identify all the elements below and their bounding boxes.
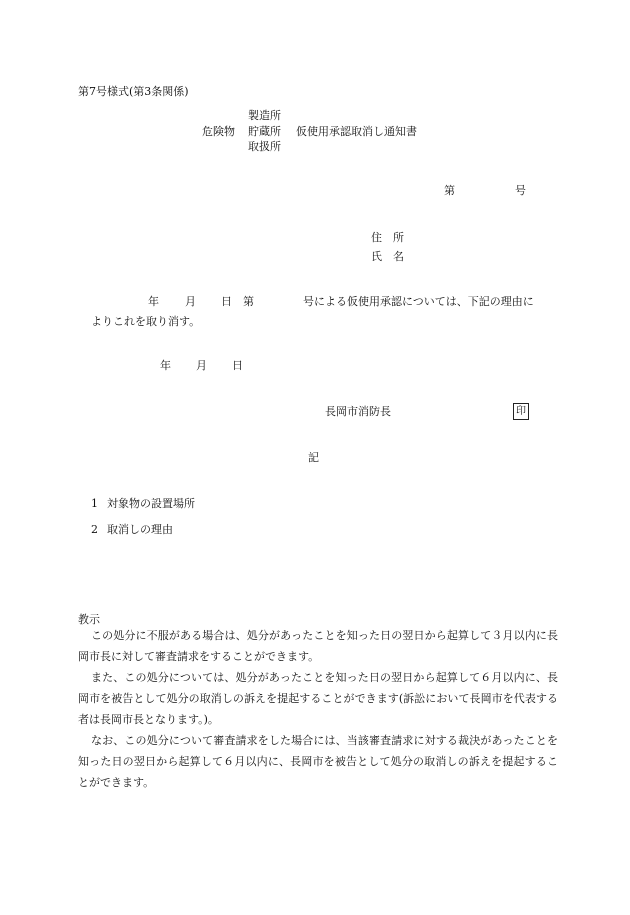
item-2-text: 取消しの理由 xyxy=(107,523,173,536)
facility-type-manufacturing: 製造所 xyxy=(248,109,281,122)
issue-day: 日 xyxy=(232,359,243,372)
notice-paragraph-2: また、この処分については、処分があったことを知った日の翌日から起算して６月以内に、長岡市を被告として処分の取消しの訴えを提起することができます(訴訟において長岡市を代表する者は長岡市長となります。)。 xyxy=(78,671,558,726)
ki-heading: 記 xyxy=(308,451,319,464)
issuer-name: 長岡市消防長 xyxy=(325,405,391,418)
ref-dai: 第 xyxy=(243,295,254,308)
form-number: 第7号様式(第3条関係) xyxy=(78,85,189,98)
item-1-number: 1 xyxy=(91,497,98,510)
name-label: 氏 名 xyxy=(371,250,404,263)
issue-year: 年 xyxy=(160,359,171,372)
notice-paragraph-3: なお、この処分について審査請求をした場合には、当該審査請求に対する裁決があったことを知った日の翌日から起算して６月以内に、長岡市を被告として処分の取消しの訴えを提起することができます。 xyxy=(78,734,558,789)
ref-year: 年 xyxy=(148,295,159,308)
doc-number-go: 号 xyxy=(515,184,526,197)
item-1-text: 対象物の設置場所 xyxy=(107,497,195,510)
facility-type-handling: 取扱所 xyxy=(248,140,281,153)
seal-mark: 印 xyxy=(513,403,529,420)
item-2-number: 2 xyxy=(91,523,98,536)
body-line-2: よりこれを取り消す。 xyxy=(91,315,201,328)
doc-number-dai: 第 xyxy=(444,184,455,197)
ref-day: 日 xyxy=(221,295,232,308)
issue-month: 月 xyxy=(196,359,207,372)
facility-type-storage: 貯蔵所 xyxy=(248,125,281,138)
ref-month: 月 xyxy=(185,295,196,308)
address-label: 住 所 xyxy=(371,231,404,244)
title-prefix: 危険物 xyxy=(202,125,235,138)
notice-heading: 教示 xyxy=(78,613,100,626)
body-line-1: 号による仮使用承認については、下記の理由に xyxy=(303,295,534,308)
notice-paragraph-1: この処分に不服がある場合は、処分があったことを知った日の翌日から起算して３月以内に長岡市長に対して審査請求をすることができます。 xyxy=(78,629,558,663)
notice-body xyxy=(78,625,558,793)
document-title: 仮使用承認取消し通知書 xyxy=(296,125,417,138)
